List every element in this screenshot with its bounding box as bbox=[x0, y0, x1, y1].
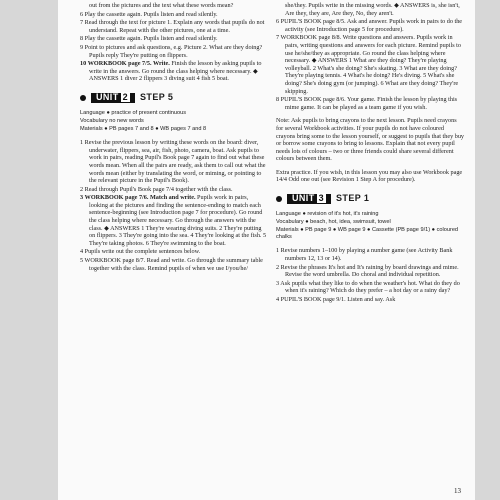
list-item: 8 PUPIL'S BOOK page 8/6. Your game. Finish the lesson by playing this mime game. It can be played as a team game if you wish. bbox=[276, 96, 458, 111]
item-heading: WORKBOOK page 7/5. Write. bbox=[87, 60, 170, 68]
list-item: 6 Play the cassette again. Pupils listen and read silently. bbox=[80, 10, 218, 18]
workbook-item bbox=[80, 60, 268, 83]
list-item: 1 Revise numbers 1–100 by playing a number game (see Activity Bank numbers 12, 13 or 14). bbox=[276, 247, 453, 263]
step-title: STEP 1 bbox=[336, 193, 370, 204]
list-item: 8 Play the cassette again. Pupils listen and read silently. bbox=[80, 35, 218, 43]
list-item: 5 WORKBOOK page 8/7. Read and write. Go through the summary table together with the class. Remind pupils of when we use I/you/he/ bbox=[80, 257, 263, 272]
left-column bbox=[80, 2, 268, 273]
item-body: Pupils work in pairs, looking at the pictures and finding the sentence-ending to match each sentence-beginning (see Introduction page 7 for procedure). Go round the class helping where necessary. Go through the answers with the class. ◆ ANSWERS 1 They're wearing diving suits. 2 They're putting on flippers. 3 They're going into the sea. 4 They're looking at the fish. 5 They're taking photos. 6 They're swimming to the boat. bbox=[89, 194, 267, 247]
materials-line: Materials ● PB pages 7 and 8 ● WB pages 7 and 8 bbox=[80, 125, 207, 132]
page-number: 13 bbox=[454, 487, 461, 495]
unit-heading bbox=[80, 93, 268, 103]
list-item: 6 PUPIL'S BOOK page 8/5. Ask and answer. Pupils work in pairs to do the activity (see Introduction page 5 for procedure). bbox=[276, 18, 463, 33]
item-answers: ◆ ANSWERS 1 diver 2 flippers 3 diving suit 4 fish 5 boat. bbox=[89, 67, 258, 83]
list-item: 9 Point to pictures and ask questions, e.g. Picture 2. What are they doing? Pupils reply They're putting on flippers. bbox=[80, 43, 263, 59]
item-body: Finish the lesson by asking pupils to write in the answers. Go round the class helping where necessary. bbox=[89, 60, 262, 75]
unit-badge bbox=[287, 194, 331, 204]
vocabulary-line: Vocabulary no new words bbox=[80, 117, 144, 124]
unit-number: 3 bbox=[318, 193, 325, 204]
note-paragraph: Note: Ask pupils to bring crayons to the next lesson. Pupils need crayons for several Workbook activities. If your pupils do not have coloured crayons bring some to the lesson yourself, or suggest to pupils that they buy or borrow some crayons to bring to lessons. Explain that not every pupil needs lots of colours – two or three friends could share several different colours between them. bbox=[276, 117, 465, 163]
extra-practice-paragraph: Extra practice. If you wish, in this lesson you may also use Workbook page 14/4 Odd one out (see Revision 1 Step A for procedure). bbox=[276, 168, 463, 184]
unit-number: 2 bbox=[122, 91, 129, 102]
bullet-icon bbox=[80, 95, 86, 101]
unit-badge bbox=[91, 93, 135, 103]
unit-label: UNIT bbox=[292, 193, 315, 204]
text-line: words mean? bbox=[200, 2, 234, 9]
bullet-icon bbox=[276, 196, 282, 202]
list-item: 2 Read through Pupil's Book page 7/4 together with the class. bbox=[80, 185, 233, 193]
item-heading: WORKBOOK page 7/6. Match and write. bbox=[84, 194, 196, 202]
paragraph bbox=[80, 2, 268, 10]
list-item: 7 Read through the text for picture 1. Explain any words that pupils do not understand. Repeat with the other pictures, one at a time. bbox=[80, 19, 265, 34]
list-item: 4 PUPIL'S BOOK page 9/1. Listen and say. Ask bbox=[276, 296, 396, 304]
step-title: STEP 5 bbox=[140, 91, 174, 102]
workbook-item bbox=[80, 194, 268, 247]
unit-heading bbox=[276, 194, 464, 204]
list-item: 1 Revise the previous lesson by writing these words on the board: diver, underwater, flippers, sea, air, fish, photo, camera, boat. Ask pupils to work in pairs, reading Pupil's Book page 7 again to find out what these words mean. When all the pairs are ready, ask them to call out what the words mean (either by translating the word, or miming, or pointing to the relevant picture in the Pupil's Book). bbox=[80, 139, 266, 185]
item-number: 3 bbox=[80, 194, 84, 202]
list-item: 3 Ask pupils what they like to do when the weather's hot. What do they do when it's raining? Which do they prefer – a hot day or a rainy day? bbox=[276, 279, 460, 295]
item-number: 10 bbox=[80, 60, 87, 68]
paragraph: she/they. Pupils write in the missing words. ◆ ANSWERS is, she isn't, Are they, they are, Are they, No, they aren't. bbox=[285, 2, 460, 17]
text-line: out from the pictures and the text what these bbox=[89, 2, 199, 9]
right-column bbox=[276, 2, 464, 305]
list-item: 4 Pupils write out the complete sentences below. bbox=[80, 248, 201, 256]
list-item: 2 Revise the phrases It's hot and It's raining by board drawings and mime. Revise the word umbrella. Do choral and individual repetition. bbox=[276, 263, 459, 279]
book-page bbox=[58, 0, 475, 500]
unit-label: UNIT bbox=[96, 91, 119, 102]
language-line: Language ● revision of it's hot, it's raining bbox=[276, 210, 379, 217]
language-line: Language ● practice of present continuous bbox=[80, 109, 187, 116]
materials-line: Materials ● PB page 9 ● WB page 9 ● Cassette (PB page 9/1) ● coloured chalks bbox=[276, 227, 459, 241]
vocabulary-line: Vocabulary ● beach, hot, idea, swimsuit, towel bbox=[276, 218, 391, 225]
list-item: 7 WORKBOOK page 8/8. Write questions and answers. Pupils work in pairs, writing questions and answers for each picture. Remind pupils to use he/she/they as appropriate. Go round the class helping where necessary. ◆ ANSWERS 1 What are they doing? They're playing volleyball. 2 What's she doing? She's skating. 3 What are they doing? They're playing tennis. 4 What's he doing? He's diving. 5 What's she doing? She's doing gym (or jumping). 6 What are they doing? They're skipping. bbox=[276, 34, 461, 95]
